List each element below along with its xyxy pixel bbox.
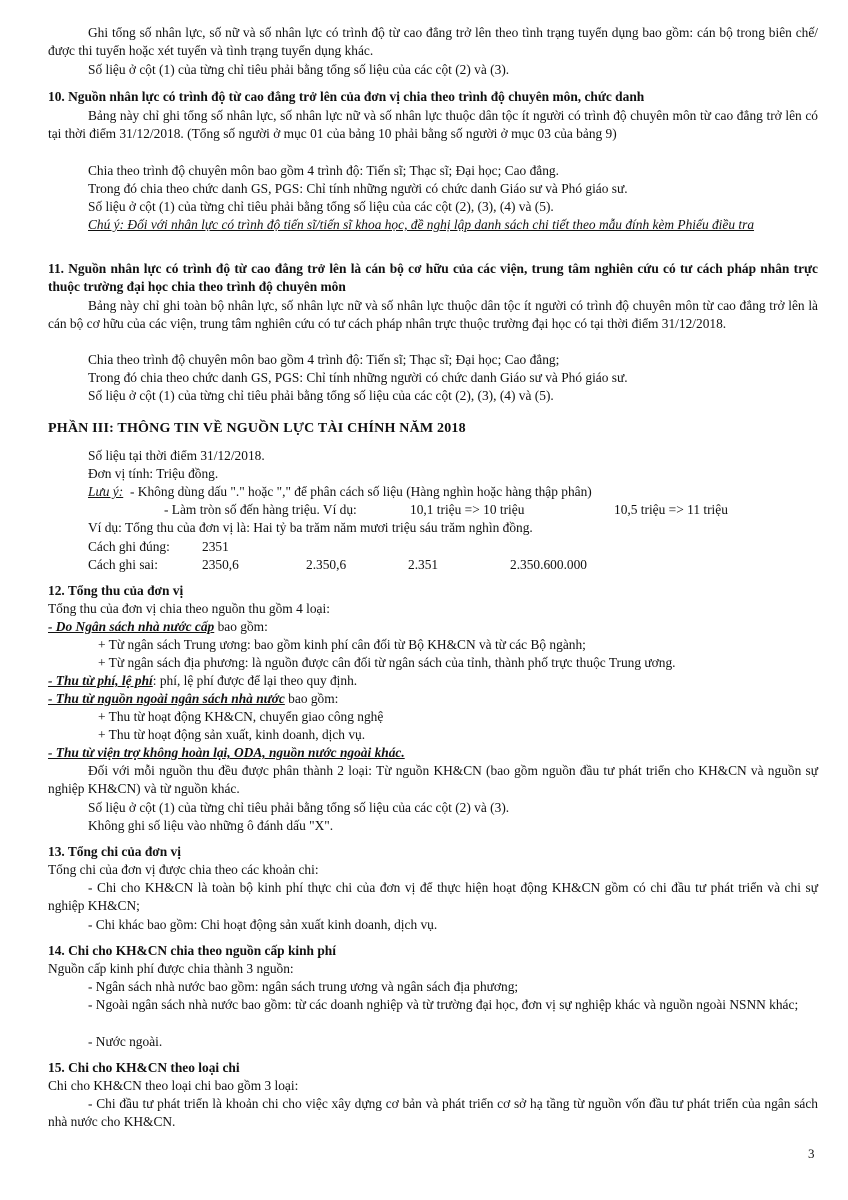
paragraph: Tổng thu của đơn vị chia theo nguồn thu gồm 4 loại:: [48, 601, 330, 616]
item-d-heading: - Thu từ viện trợ không hoàn lại, ODA, nguồn nước ngoài khác.: [48, 745, 405, 760]
item-b-tail: : phí, lệ phí được để lại theo quy định.: [152, 673, 358, 688]
paragraph: Ví dụ: Tổng thu của đơn vị là: Hai tỷ ba trăm năm mươi triệu sáu trăm nghìn đồng.: [88, 520, 533, 535]
paragraph: Đối với mỗi nguồn thu đều được phân thành 2 loại: Từ nguồn KH&CN (bao gồm nguồn đầu tư phát triển cho KH&CN và nguồn sự nghiệp KH&CN) và từ nguồn khác.: [48, 763, 818, 797]
paragraph: Ghi tổng số nhân lực, số nữ và số nhân lực có trình độ từ cao đẳng trở lên theo tình trạng tuyển dụng bao gồm: cán bộ trong biên chế/được thi tuyển hoặc xét tuyển và tình trạng tuyển dụng khác.: [48, 25, 818, 59]
paragraph: Số liệu tại thời điểm 31/12/2018.: [88, 448, 265, 463]
section-13-title: 13. Tổng chi của đơn vị: [48, 844, 181, 859]
paragraph: - Chi đầu tư phát triển là khoản chi cho việc xây dựng cơ bản và phát triển cơ sở hạ tầng từ nguồn vốn đầu tư phát triển của ngân sách nhà nước cho KH&CN.: [48, 1096, 818, 1130]
paragraph: + Từ ngân sách địa phương: là nguồn được cân đối từ ngân sách của tỉnh, thành phố trực thuộc Trung ương.: [98, 655, 676, 670]
part-3-title: PHẦN III: THÔNG TIN VỀ NGUỒN LỰC TÀI CHÍNH NĂM 2018: [48, 421, 466, 436]
paragraph: Chia theo trình độ chuyên môn bao gồm 4 trình độ: Tiến sĩ; Thạc sĩ; Đại học; Cao đẳng.: [88, 163, 559, 178]
item-b-heading: - Thu từ phí, lệ phí: [48, 673, 153, 688]
section-10-title: 10. Nguồn nhân lực có trình độ từ cao đẳng trở lên của đơn vị chia theo trình độ chuyên môn, chức danh: [48, 89, 645, 104]
wrong-format-value: 2.350.600.000: [510, 557, 587, 572]
paragraph: Trong đó chia theo chức danh GS, PGS: Chỉ tính những người có chức danh Giáo sư và Phó giáo sư.: [88, 370, 628, 385]
paragraph: Số liệu ở cột (1) của từng chỉ tiêu phải bằng tổng số liệu của các cột (2), (3), (4) và (5).: [88, 388, 554, 403]
wrong-format-value: 2.351: [408, 557, 439, 572]
item-c-heading: - Thu từ nguồn ngoài ngân sách nhà nước: [48, 691, 285, 706]
wrong-format-value: 2350,6: [202, 557, 239, 572]
right-format-label: Cách ghi đúng:: [88, 539, 170, 554]
item-a-tail: bao gồm:: [214, 619, 268, 634]
paragraph: - Ngoài ngân sách nhà nước bao gồm: từ các doanh nghiệp và từ trường đại học, đơn vị sự nghiệp khác và nguồn ngoài NSNN khác;: [88, 997, 799, 1012]
paragraph: Số liệu ở cột (1) của từng chỉ tiêu phải bằng tổng số liệu của các cột (2), (3), (4) và (5).: [88, 199, 554, 214]
rounding-text: - Làm tròn số đến hàng triệu. Ví dụ:: [164, 502, 357, 517]
paragraph: Bảng này chỉ ghi toàn bộ nhân lực, số nhân lực nữ và số nhân lực thuộc dân tộc ít người có trình độ chuyên môn từ cao đẳng trở lên là cán bộ cơ hữu của các viện, trung tâm nghiên cứu có tư cách pháp nhân trực thuộc trường đại học có tại thời điểm 31/12/2018.: [48, 298, 818, 332]
paragraph: - Ngân sách nhà nước bao gồm: ngân sách trung ương và ngân sách địa phương;: [88, 979, 519, 994]
right-format-value: 2351: [202, 539, 229, 554]
paragraph: + Từ ngân sách Trung ương: bao gồm kinh phí cân đối từ Bộ KH&CN và từ các Bộ ngành;: [98, 637, 586, 652]
section-14-title: 14. Chi cho KH&CN chia theo nguồn cấp kinh phí: [48, 943, 336, 958]
item-c: [48, 690, 818, 708]
wrong-format-label: Cách ghi sai:: [88, 557, 158, 572]
paragraph: Nguồn cấp kinh phí được chia thành 3 nguồn:: [48, 961, 294, 976]
paragraph: - Chi khác bao gồm: Chi hoạt động sản xuất kinh doanh, dịch vụ.: [88, 917, 438, 932]
paragraph: Bảng này chỉ ghi tổng số nhân lực, số nhân lực nữ và số nhân lực thuộc dân tộc ít người có trình độ chuyên môn từ cao đẳng trở lên có tại thời điểm 31/12/2018. (Tổng số người ở mục 01 của bảng 10 phải bằng số người ở mục 03 của bảng 9): [48, 108, 818, 142]
paragraph: + Thu từ hoạt động sản xuất, kinh doanh, dịch vụ.: [98, 727, 366, 742]
paragraph: Số liệu ở cột (1) của từng chỉ tiêu phải bằng tổng số liệu của các cột (2) và (3).: [88, 800, 510, 815]
paragraph: Trong đó chia theo chức danh GS, PGS: Chỉ tính những người có chức danh Giáo sư và Phó giáo sư.: [88, 181, 628, 196]
item-a-heading: - Do Ngân sách nhà nước cấp: [48, 619, 215, 634]
item-a: [48, 618, 818, 636]
paragraph: + Thu từ hoạt động KH&CN, chuyển giao công nghệ: [98, 709, 384, 724]
paragraph: Không ghi số liệu vào những ô đánh dấu "X".: [88, 818, 334, 833]
paragraph: - Chi cho KH&CN là toàn bộ kinh phí thực chi của đơn vị để thực hiện hoạt động KH&CN gồm có chi đầu tư phát triển và chi sự nghiệp KH&CN;: [48, 880, 818, 914]
section-15-title: 15. Chi cho KH&CN theo loại chi: [48, 1060, 240, 1075]
section-12-title: 12. Tổng thu của đơn vị: [48, 583, 184, 598]
paragraph: Chia theo trình độ chuyên môn bao gồm 4 trình độ: Tiến sĩ; Thạc sĩ; Đại học; Cao đẳng;: [88, 352, 560, 367]
section-11-title: 11. Nguồn nhân lực có trình độ từ cao đẳng trở lên là cán bộ cơ hữu của các viện, trung tâm nghiên cứu có tư cách pháp nhân trực thuộc trường đại học chia theo trình độ chuyên môn: [48, 261, 818, 295]
item-c-tail: bao gồm:: [284, 691, 339, 706]
paragraph: Số liệu ở cột (1) của từng chỉ tiêu phải bằng tổng số liệu của các cột (2) và (3).: [88, 62, 510, 77]
note-label: Lưu ý:: [88, 484, 124, 499]
paragraph: Đơn vị tính: Triệu đồng.: [88, 466, 219, 481]
wrong-format-value: 2.350,6: [306, 557, 347, 572]
item-b: [48, 672, 818, 690]
note: Chú ý: Đối với nhân lực có trình độ tiến sĩ/tiến sĩ khoa học, đề nghị lập danh sách chi tiết theo mẫu đính kèm Phiếu điều tra: [88, 217, 755, 232]
page-number: 3: [808, 1146, 815, 1161]
rounding-example-1: 10,1 triệu => 10 triệu: [410, 502, 525, 517]
rounding-example-2: 10,5 triệu => 11 triệu: [614, 502, 728, 517]
note-text: - Không dùng dấu "." hoặc "," để phân cách số liệu (Hàng nghìn hoặc hàng thập phân): [130, 484, 592, 499]
paragraph: Tổng chi của đơn vị được chia theo các khoản chi:: [48, 862, 319, 877]
paragraph: Chi cho KH&CN theo loại chi bao gồm 3 loại:: [48, 1078, 299, 1093]
paragraph: - Nước ngoài.: [88, 1034, 163, 1049]
